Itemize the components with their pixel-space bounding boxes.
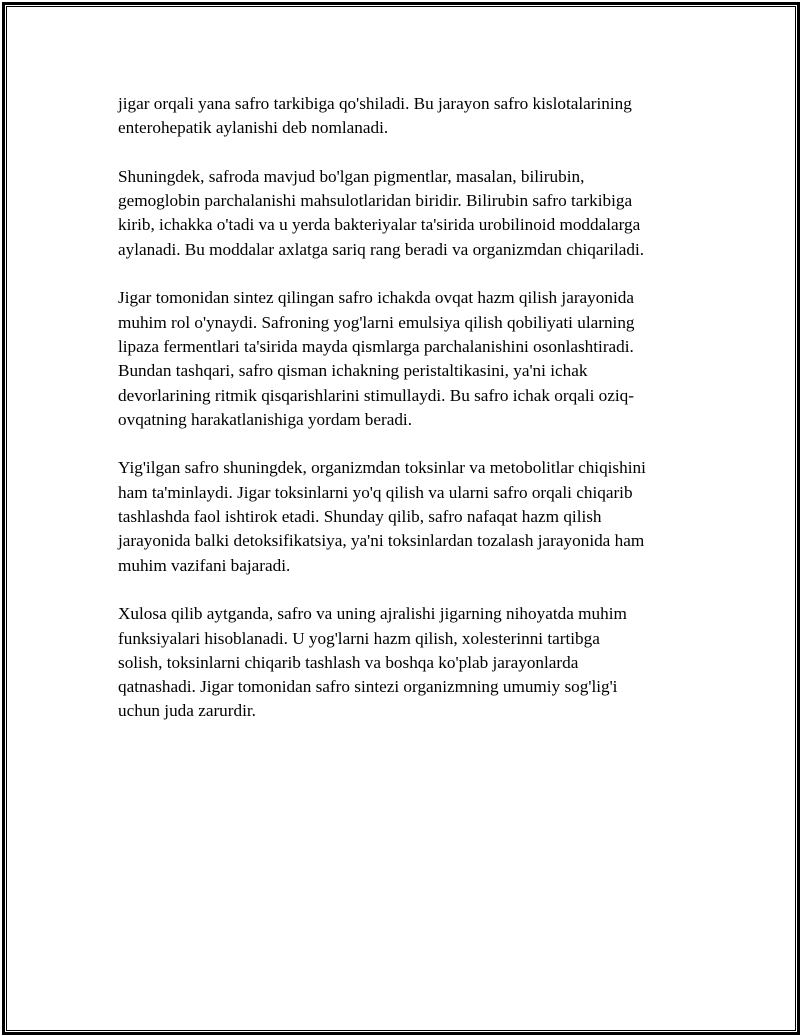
document-body: [118, 92, 698, 748]
text-line: gemoglobin parchalanishi mahsulotlaridan biridir. Bilirubin safro tarkibiga: [118, 191, 633, 211]
text-line: muhim vazifani bajaradi.: [118, 555, 291, 575]
text-line: Jigar tomonidan sintez qilingan safro ichakda ovqat hazm qilish jarayonida: [118, 288, 634, 308]
text-line: ham ta'minlaydi. Jigar toksinlarni yo'q qilish va ularni safro orqali chiqarib: [118, 482, 633, 502]
text-line: qatnashadi. Jigar tomonidan safro sintezi organizmning umumiy sog'lig'i: [118, 677, 618, 697]
text-line: uchun juda zarurdir.: [118, 701, 256, 721]
text-line: kirib, ichakka o'tadi va u yerda bakteriyalar ta'sirida urobilinoid moddalarga: [118, 215, 641, 235]
text-line: aylanadi. Bu moddalar axlatga sariq rang beradi va organizmdan chiqariladi.: [118, 239, 645, 259]
paragraph: [118, 602, 698, 723]
paragraph: [118, 286, 698, 432]
text-line: Bundan tashqari, safro qisman ichakning peristaltikasini, ya'ni ichak: [118, 361, 588, 381]
text-line: Yig'ilgan safro shuningdek, organizmdan toksinlar va metobolitlar chiqishini: [118, 458, 646, 478]
text-line: lipaza fermentlari ta'sirida mayda qismlarga parchalanishini osonlashtiradi.: [118, 336, 634, 356]
text-line: Xulosa qilib aytganda, safro va uning ajralishi jigarning nihoyatda muhim: [118, 604, 627, 624]
paragraph: [118, 456, 698, 577]
text-line: jigar orqali yana safro tarkibiga qo'shiladi. Bu jarayon safro kislotalarining: [118, 94, 632, 113]
text-line: muhim rol o'ynaydi. Safroning yog'larni emulsiya qilish qobiliyati ularning: [118, 312, 635, 332]
text-line: devorlarining ritmik qisqarishlarini stimullaydi. Bu safro ichak orqali oziq-: [118, 385, 634, 405]
paragraph: [118, 92, 698, 141]
text-line: solish, toksinlarni chiqarib tashlash va boshqa ko'plab jarayonlarda: [118, 652, 579, 672]
text-line: jarayonida balki detoksifikatsiya, ya'ni toksinlardan tozalash jarayonida ham: [118, 531, 645, 551]
text-line: Shuningdek, safroda mavjud bo'lgan pigmentlar, masalan, bilirubin,: [118, 166, 585, 186]
text-line: ovqatning harakatlanishiga yordam beradi.: [118, 409, 413, 429]
paragraph: [118, 165, 698, 262]
text-line: enterohepatik aylanishi deb nomlanadi.: [118, 118, 389, 138]
text-line: tashlashda faol ishtirok etadi. Shunday qilib, safro nafaqat hazm qilish: [118, 507, 602, 527]
text-line: funksiyalari hisoblanadi. U yog'larni hazm qilish, xolesterinni tartibga: [118, 628, 600, 648]
